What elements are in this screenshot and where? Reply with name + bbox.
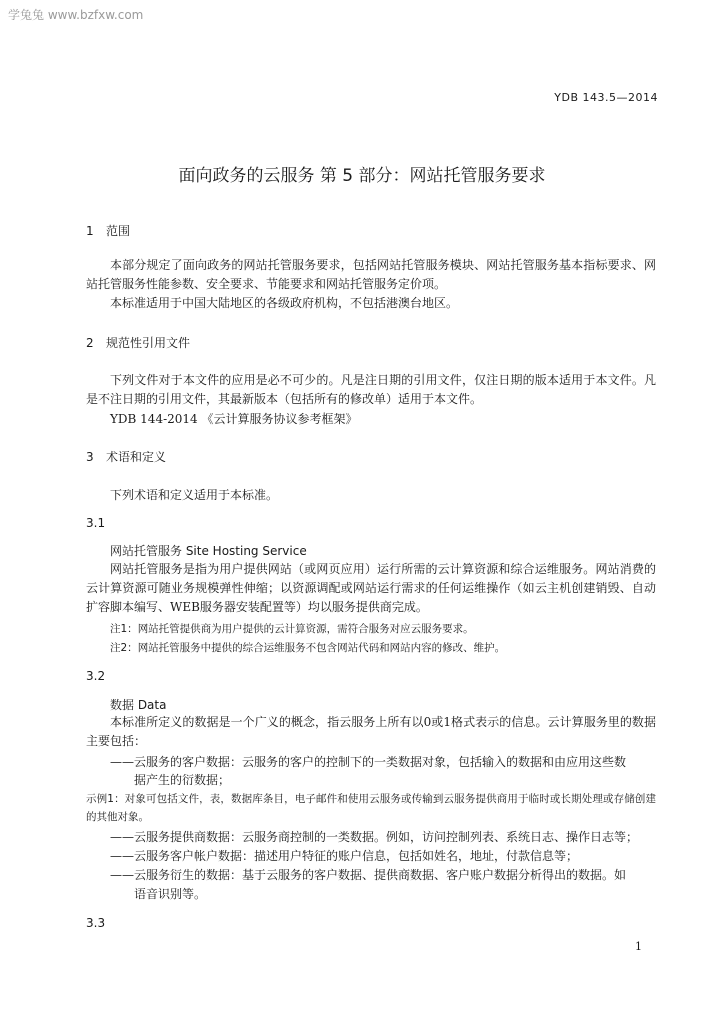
document-title: 面向政务的云服务 第 5 部分：网站托管服务要求 xyxy=(178,166,546,186)
data-item-provider: ——云服务提供商数据：云服务商控制的一类数据。例如，访问控制列表、系统日志、操作日志等； xyxy=(110,830,639,844)
section-title: 术语和定义 xyxy=(106,450,167,464)
example-text: 对象可包括文件，表，数据库条目，电子邮件和使用云服务或传输到云服务提供商用于临时或长期处理或存储创建的其他对象。 xyxy=(86,793,656,823)
data-item-derived-2: 语音识别等。 xyxy=(134,887,207,901)
data-item-customer-2: 据产生的衍数据； xyxy=(134,773,231,787)
section-2-heading xyxy=(86,334,190,351)
note-2 xyxy=(110,640,505,655)
clause-3-3-number: 3.3 xyxy=(86,916,106,930)
scope-applicability: 本标准适用于中国大陆地区的各级政府机构，不包括港澳台地区。 xyxy=(110,296,459,310)
section-number: 3 xyxy=(86,450,94,464)
term-data: 数据 Data xyxy=(110,698,167,712)
note-label: 注2： xyxy=(110,642,138,654)
term-site-hosting: 网站托管服务 Site Hosting Service xyxy=(110,544,307,558)
normative-refs-paragraph: 下列文件对于本文件的应用是必不可少的。凡是注日期的引用文件，仅注日期的版本适用于本文件。凡是不注日期的引用文件，其最新版本（包括所有的修改单）适用于本文件。 xyxy=(86,373,656,406)
example-label: 示例1： xyxy=(86,793,125,805)
example-1 xyxy=(86,790,656,826)
section-title: 范围 xyxy=(106,224,131,238)
section-number: 2 xyxy=(86,336,94,350)
data-item-customer-1: ——云服务的客户数据：云服务的客户的控制下的一类数据对象，包括输入的数据和由应用这些数 xyxy=(110,755,627,769)
site-hosting-definition: 网站托管服务是指为用户提供网站（或网页应用）运行所需的云计算资源和综合运维服务。网站消费的云计算资源可随业务规模弹性伸缩；以资源调配或网站运行需求的任何运维操作（如云主机创建销毁、自动扩容脚本编写、WEB服务器安装配置等）均以服务提供商完成。 xyxy=(86,562,656,614)
section-title: 规范性引用文件 xyxy=(106,336,191,350)
section-3-heading xyxy=(86,448,166,465)
note-text: 网站托管服务中提供的综合运维服务不包含网站代码和网站内容的修改、维护。 xyxy=(137,642,506,654)
section-number: 1 xyxy=(86,224,94,238)
clause-3-2-number: 3.2 xyxy=(86,669,106,683)
scope-paragraph: 本部分规定了面向政务的网站托管服务要求，包括网站托管服务模块、网站托管服务基本指标要求、网站托管服务性能参数、安全要求、节能要求和网站托管服务定价项。 xyxy=(86,258,656,291)
standard-code: YDB 143.5—2014 xyxy=(554,91,658,104)
note-text: 网站托管提供商为用户提供的云计算资源，需符合服务对应云服务要求。 xyxy=(137,623,474,635)
section-1-heading xyxy=(86,222,130,239)
data-item-derived-1: ——云服务衍生的数据：基于云服务的客户数据、提供商数据、客户账户数据分析得出的数据。如 xyxy=(110,868,627,882)
note-1 xyxy=(110,621,474,636)
clause-3-1-number: 3.1 xyxy=(86,516,106,530)
terms-intro: 下列术语和定义适用于本标准。 xyxy=(110,488,279,502)
watermark: 学兔兔 www.bzfxw.com xyxy=(8,8,144,22)
page-number: 1 xyxy=(635,940,642,953)
data-item-account: ——云服务客户帐户数据：描述用户特征的账户信息，包括如姓名，地址，付款信息等； xyxy=(110,849,579,863)
reference-item: YDB 144-2014 《云计算服务协议参考框架》 xyxy=(110,412,358,426)
data-definition: 本标准所定义的数据是一个广义的概念，指云服务上所有以0或1格式表示的信息。云计算服务里的数据主要包括： xyxy=(86,715,656,748)
note-label: 注1： xyxy=(110,623,138,635)
